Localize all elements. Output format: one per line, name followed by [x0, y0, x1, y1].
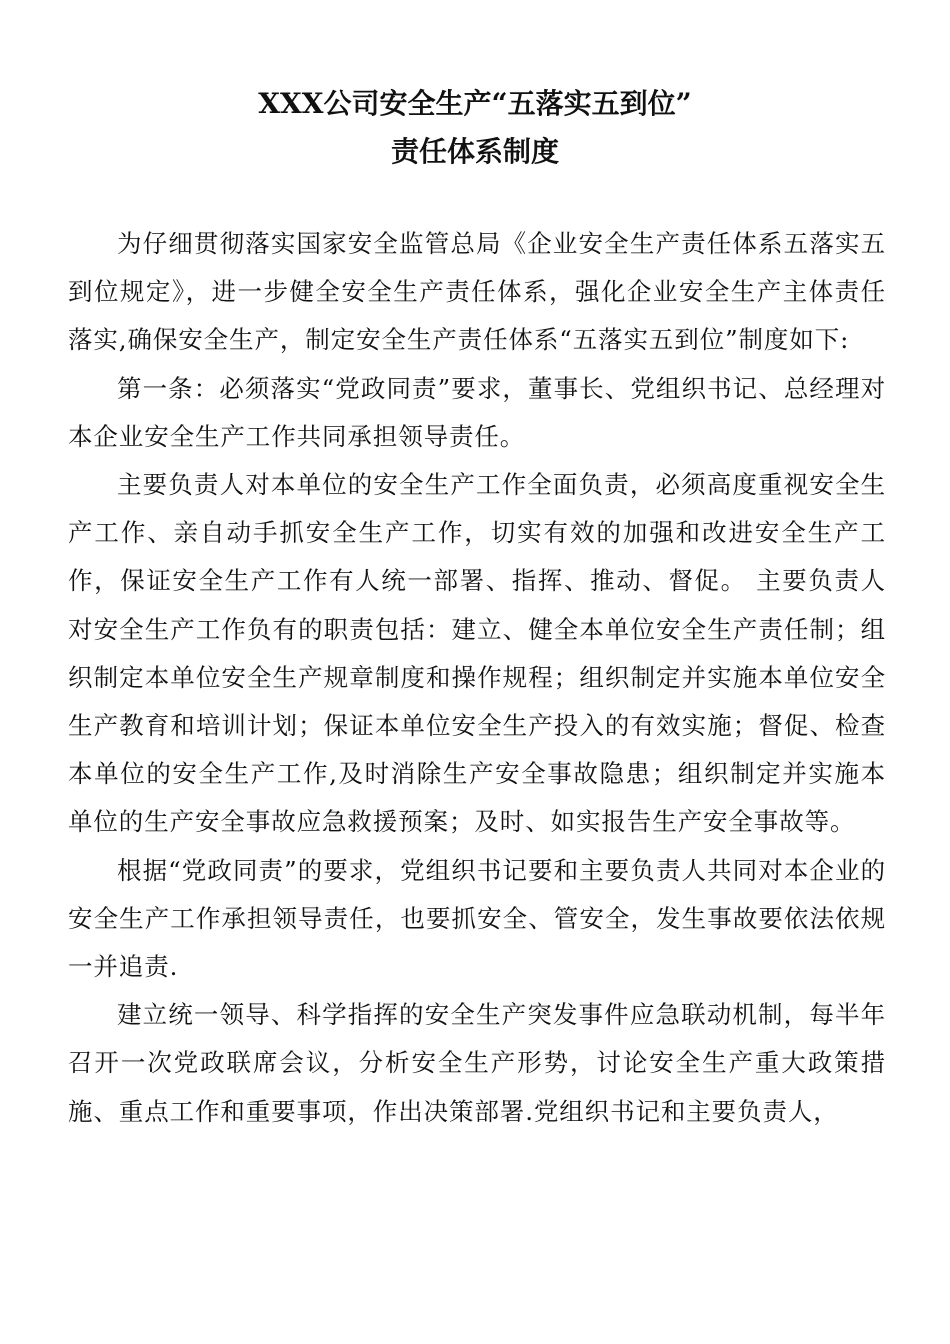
document-title-line-1: XXX公司安全生产“五落实五到位”: [258, 87, 692, 120]
joint-responsibility-paragraph: 根据“党政同责”的要求，党组织书记要和主要负责人共同对本企业的安全生产工作承担领导责任，也要抓安全、管安全，发生事故要依法依规一并追责.: [68, 855, 886, 982]
intro-paragraph: 为仔细贯彻落实国家安全监管总局《企业安全生产责任体系五落实五到位规定》，进一步健全安全生产责任体系，强化企业安全生产主体责任落实,确保安全生产，制定安全生产责任体系“五落实五到位”制度如下:: [68, 229, 886, 355]
principal-duties-paragraph: 主要负责人对本单位的安全生产工作全面负责，必须高度重视安全生产工作、亲自动手抓安全生产工作，切实有效的加强和改进安全生产工作，保证安全生产工作有人统一部署、指挥、推动、督促。 主要负责人对安全生产工作负有的职责包括：建立、健全本单位安全生产责任制；组织制定本单位安全生产规章制度和操作规程；组织制定并实施本单位安全生产教育和培训计划；保证本单位安全生产投入的有效实施；督促、检查本单位的安全生产工作,及时消除生产安全事故隐患；组织制定并实施本单位的生产安全事故应急救援预案；及时、如实报告生产安全事故等。: [68, 470, 886, 837]
article-one-paragraph: 第一条：必须落实“党政同责”要求，董事长、党组织书记、总经理对本企业安全生产工作共同承担领导责任。: [68, 373, 886, 451]
document-title-line-2: 责任体系制度: [390, 135, 559, 168]
document-body: [68, 220, 886, 1136]
emergency-mechanism-paragraph: 建立统一领导、科学指挥的安全生产突发事件应急联动机制，每半年召开一次党政联席会议，分析安全生产形势，讨论安全生产重大政策措施、重点工作和重要事项，作出决策部署.党组织书记和主要负责人，: [68, 1000, 886, 1126]
